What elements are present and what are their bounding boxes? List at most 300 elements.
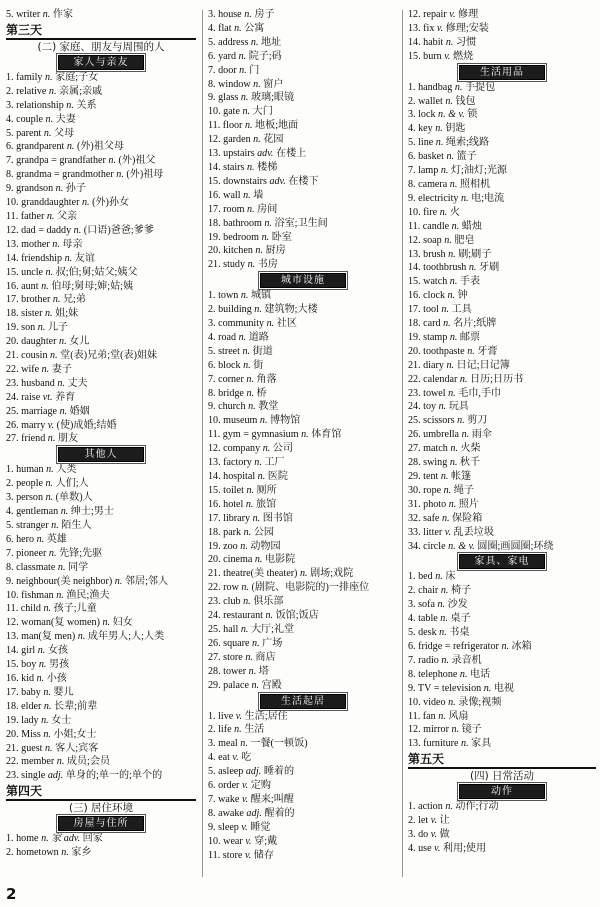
entry-meaning: 公寓 (244, 22, 265, 34)
entry-meaning: 孩子;儿童 (53, 603, 97, 615)
entry-word: daughter (21, 336, 57, 348)
entry-part-of-speech: n. (234, 22, 242, 34)
vocab-entry (6, 224, 196, 238)
entry-meaning: 图书馆 (262, 512, 293, 524)
entry-part-of-speech: n. (501, 640, 510, 652)
entry-part-of-speech: n. (247, 161, 255, 173)
entry-word: life (218, 724, 232, 736)
entry-part-of-speech: n. (245, 651, 253, 663)
entry-number: 8. (208, 387, 216, 399)
vocab-entry (408, 331, 596, 345)
entry-word: row (223, 582, 239, 594)
entry-part-of-speech: vt. (42, 391, 53, 403)
entry-number: 17. (208, 512, 221, 524)
entry-word: club (223, 596, 241, 608)
entry-number: 21. (408, 359, 421, 371)
entry-meaning: 肥皂 (454, 234, 475, 246)
entry-word: cinema (223, 554, 253, 566)
entry-meaning: 地址 (261, 36, 282, 48)
vocab-entry (208, 595, 398, 609)
entry-number: 16. (6, 672, 19, 684)
entry-word: people (16, 478, 44, 490)
entry-word: hometown (16, 847, 59, 859)
entry-number: 3. (408, 829, 416, 841)
entry-word: radio (418, 654, 439, 666)
entry-word: circle (423, 540, 446, 552)
entry-meaning: 电影院 (264, 554, 296, 566)
entry-part-of-speech: n. (446, 151, 455, 163)
entry-meaning: 人们;人 (55, 478, 89, 490)
vocab-entry (408, 400, 596, 414)
entry-meaning: 床 (445, 571, 456, 583)
entry-meaning: 俱乐部 (253, 596, 284, 608)
entry-word: home (16, 833, 39, 845)
entry-number: 14. (408, 36, 421, 48)
entry-word: match (423, 443, 448, 455)
entry-word: umbrella (423, 429, 460, 441)
entry-part-of-speech: n. (52, 294, 61, 306)
entry-meaning: 友谊 (74, 252, 95, 264)
entry-number: 3. (408, 109, 416, 121)
entry-part-of-speech: n. (254, 304, 262, 316)
vocab-entry (408, 164, 596, 178)
entry-number: 3. (6, 99, 14, 111)
vocab-entry (408, 800, 596, 814)
entry-number: 5. (208, 345, 216, 357)
entry-number: 2. (6, 85, 14, 97)
vocab-entry (208, 244, 398, 258)
vocab-entry (6, 700, 196, 714)
entry-part-of-speech: n. (246, 484, 255, 496)
entry-meaning: 让 (439, 815, 450, 827)
entry-meaning: 邮票 (459, 331, 481, 343)
vocab-entry (6, 391, 196, 405)
entry-meaning: 利用;使用 (442, 842, 487, 854)
entry-part-of-speech: n. (42, 9, 51, 20)
entry-meaning: 日记;日记簿 (456, 359, 510, 371)
entry-meaning: 乱丢垃圾 (453, 526, 494, 538)
vocab-entry (208, 161, 398, 175)
category-banner: 生活起居 (260, 694, 346, 709)
vocab-entry (6, 335, 196, 349)
entry-number: 6. (408, 151, 416, 163)
entry-meaning: 浴室;卫生间 (274, 217, 328, 229)
entry-part-of-speech: n. (440, 471, 449, 482)
vocab-entry (6, 140, 196, 154)
entry-part-of-speech: n. (108, 155, 116, 167)
vocab-entry (6, 616, 196, 630)
entry-word: table (418, 613, 438, 625)
entry-word: wear (223, 835, 243, 847)
vocab-entry (208, 317, 398, 331)
entry-part-of-speech: n. (450, 443, 458, 455)
entry-word: girl (21, 645, 36, 657)
entry-word: cousin (21, 350, 48, 362)
vocab-entry (208, 175, 398, 189)
vocab-entry (208, 751, 398, 765)
entry-number: 16. (208, 498, 221, 510)
entry-part-of-speech: n. (483, 682, 492, 694)
entry-meaning: 圆圈;画圆圈;环绕 (477, 540, 554, 552)
vocab-entry (6, 8, 196, 22)
entry-part-of-speech: adv. (269, 175, 286, 187)
vocab-entry (6, 714, 196, 728)
entry-part-of-speech: n. (440, 613, 448, 625)
entry-meaning: 储存 (253, 849, 274, 861)
entry-part-of-speech: n. (41, 363, 50, 375)
entry-word: eat (218, 752, 230, 764)
entry-word: upstairs (223, 148, 255, 160)
entry-part-of-speech: n. (43, 127, 52, 139)
entry-part-of-speech: n. (102, 617, 111, 629)
entry-part-of-speech: n. (253, 78, 261, 90)
vocab-entry (408, 814, 596, 828)
entry-number: 7. (408, 654, 416, 666)
entry-number: 6. (6, 141, 14, 153)
entry-part-of-speech: adv. (257, 148, 274, 160)
vocab-entry (208, 665, 398, 679)
entry-part-of-speech: n. (77, 631, 86, 643)
entry-number: 2. (6, 478, 14, 490)
category-banner: 其他人 (58, 447, 144, 462)
entry-part-of-speech: v. (430, 829, 437, 841)
entry-word: swing (423, 457, 448, 469)
entry-number: 11. (208, 429, 221, 441)
entry-part-of-speech: n. (48, 85, 57, 97)
entry-part-of-speech: n. (248, 665, 257, 677)
entry-meaning: 陌生人 (61, 520, 92, 531)
day-heading (6, 784, 196, 801)
vocab-entry (208, 540, 398, 554)
entry-meaning: 单身的;单一的;单个的 (65, 770, 163, 782)
entry-number: 34. (408, 540, 421, 552)
entry-word: store (223, 651, 243, 663)
entry-meaning: 剧场;戏院 (310, 568, 354, 580)
entry-part-of-speech: n. (440, 585, 449, 597)
entry-meaning: 回家 (82, 833, 103, 845)
entry-part-of-speech: n. (241, 582, 249, 594)
vocab-entry (208, 567, 398, 581)
vocab-entry (408, 303, 596, 317)
vocab-entry (408, 682, 596, 696)
entry-number: 2. (6, 847, 14, 859)
entry-meaning: 毛巾,手巾 (458, 387, 502, 399)
entry-word: door (218, 64, 237, 76)
entry-number: 28. (208, 665, 221, 677)
entry-number: 1. (6, 464, 14, 476)
entry-part-of-speech: n. (36, 672, 45, 684)
entry-word: woman(复 women) (21, 617, 100, 629)
entry-part-of-speech: v. (434, 842, 441, 854)
entry-number: 4. (6, 506, 14, 518)
entry-meaning: 人类 (56, 464, 77, 476)
vocab-entry (6, 405, 196, 419)
entry-meaning: 蜡烛 (461, 220, 482, 232)
entry-part-of-speech: n. (262, 443, 271, 455)
vocab-entry (6, 463, 196, 477)
entry-part-of-speech: n. (240, 623, 249, 635)
entry-word: parent (16, 127, 42, 139)
entry-part-of-speech: n. (448, 498, 457, 510)
entry-number: 7. (6, 547, 14, 559)
vocab-entry (208, 50, 398, 64)
entry-number: 13. (408, 22, 421, 34)
entry-number: 2. (408, 585, 416, 597)
entry-number: 17. (208, 203, 221, 215)
entry-number: 7. (208, 373, 216, 385)
entry-meaning: 书房 (257, 259, 278, 271)
entry-part-of-speech: n. (445, 36, 454, 48)
entry-word: wake (218, 793, 240, 805)
entry-meaning: 照片 (458, 498, 479, 510)
entry-word: toilet (223, 484, 244, 496)
entry-part-of-speech: n. (445, 95, 453, 107)
entry-word: factory (223, 457, 252, 469)
entry-word: soap (423, 234, 442, 246)
entry-part-of-speech: n. (66, 141, 75, 153)
entry-word: couple (16, 113, 44, 125)
entry-part-of-speech: n. (447, 290, 456, 302)
entry-meaning: 公园 (253, 526, 274, 538)
entry-number: 29. (208, 679, 221, 691)
entry-meaning: 刷;刷子 (458, 248, 492, 260)
entry-meaning: 女孩 (47, 645, 69, 657)
section-title: (二) 家庭、朋友与周围的人 (37, 40, 165, 53)
entry-part-of-speech: n. (444, 234, 452, 246)
entry-word: desk (418, 627, 437, 639)
entry-part-of-speech: v. (444, 50, 451, 62)
vocab-entry (6, 505, 196, 519)
entry-part-of-speech: n. (254, 554, 263, 566)
entry-number: 1. (6, 833, 14, 845)
entry-meaning: 叔;伯;舅;姑父;姨父 (55, 266, 138, 278)
entry-part-of-speech: n. (454, 81, 463, 93)
entry-number: 1. (208, 290, 216, 302)
entry-part-of-speech: n. (73, 224, 82, 236)
entry-word: hero (16, 533, 35, 545)
entry-part-of-speech: n. (439, 627, 447, 639)
entry-part-of-speech: n. (38, 659, 47, 671)
entry-number: 7. (408, 165, 416, 177)
entry-meaning: (口语)爸爸;爹爹 (83, 224, 154, 236)
section-title: (三) 居住环境 (68, 802, 134, 815)
entry-meaning: 婚姻 (69, 405, 90, 417)
entry-number: 1. (408, 801, 416, 813)
vocab-entry (208, 400, 398, 414)
entry-part-of-speech: n. (55, 183, 64, 195)
vocab-entry (408, 220, 596, 234)
entry-number: 10. (6, 589, 19, 601)
entry-word: corner (218, 373, 244, 385)
entry-number: 19. (6, 714, 19, 726)
entry-meaning: 灯;油灯;光源 (450, 165, 508, 177)
column-2 (208, 8, 398, 877)
entry-number: 23. (408, 387, 421, 399)
entry-meaning: (外)孙女 (92, 197, 130, 209)
category-banner: 房屋与住所 (58, 816, 144, 831)
entry-meaning: 花园 (263, 134, 284, 146)
entry-word: toothbrush (423, 262, 467, 274)
section-title: (四) 日常活动 (469, 770, 535, 783)
entry-meaning: 公司 (272, 443, 293, 455)
entry-number: 15. (208, 175, 221, 187)
entry-word: hospital (223, 471, 256, 482)
entry-word: block (218, 359, 241, 371)
vocab-entry (208, 779, 398, 793)
entry-word: square (223, 637, 250, 649)
entry-part-of-speech: n. (266, 318, 275, 330)
entry-word: zoo (223, 540, 238, 552)
entry-part-of-speech: n. (64, 252, 73, 264)
entry-number: 7. (208, 793, 216, 805)
entry-meaning: 作家 (52, 9, 74, 20)
vocab-entry (6, 728, 196, 742)
entry-word: watch (423, 276, 448, 288)
entry-word: town (218, 290, 239, 302)
entry-meaning: 家具 (471, 738, 492, 750)
entry-part-of-speech: n. (438, 710, 446, 722)
vocab-entry (208, 581, 398, 595)
entry-part-of-speech: n. (449, 331, 458, 343)
vocab-entry (208, 623, 398, 637)
entry-word: friend (21, 433, 46, 445)
entry-word: diary (423, 359, 444, 371)
entry-meaning: 家乡 (71, 847, 92, 859)
entry-number: 23. (6, 377, 19, 389)
entry-meaning: 渔民;渔夫 (66, 589, 110, 601)
entry-meaning: 钟 (457, 290, 468, 302)
entry-word: single (21, 770, 46, 782)
column-divider (202, 10, 203, 877)
vocab-entry (408, 512, 596, 526)
vocab-entry (208, 345, 398, 359)
entry-word: mirror (423, 724, 449, 736)
entry-part-of-speech: n. (459, 373, 468, 385)
entry-word: child (20, 603, 41, 615)
entry-number: 2. (408, 815, 416, 827)
vocab-entry (408, 484, 596, 498)
entry-part-of-speech: n. (234, 724, 242, 736)
vocab-entry (208, 289, 398, 303)
category-banner: 家人与亲友 (58, 55, 144, 70)
entry-part-of-speech: n. (441, 304, 449, 316)
entry-word: asleep (218, 766, 244, 778)
entry-number: 11. (208, 849, 221, 861)
entry-meaning: 街 (253, 359, 264, 371)
entry-word: aunt (21, 280, 39, 292)
entry-meaning: 生活;居住 (244, 710, 288, 722)
entry-part-of-speech: n. (247, 203, 255, 215)
entry-number: 7. (208, 64, 216, 76)
vocab-entry (6, 321, 196, 335)
entry-number: 13. (208, 457, 221, 469)
entry-word: son (21, 322, 36, 334)
entry-meaning: 养育 (55, 391, 76, 403)
entry-part-of-speech: n. (449, 276, 458, 288)
entry-word: friendship (21, 252, 63, 264)
entry-meaning: 电话 (470, 668, 491, 680)
vocab-entry (6, 575, 196, 589)
entry-meaning: 穿;戴 (254, 835, 278, 847)
entry-part-of-speech: v. (235, 710, 243, 722)
entry-word: sleep (218, 821, 239, 833)
vocab-entry (408, 373, 596, 387)
entry-meaning: 院子;码 (248, 50, 282, 62)
entry-number: 4. (208, 752, 216, 764)
entry-meaning: 牙刷 (478, 262, 500, 274)
entry-number: 8. (6, 561, 14, 573)
entry-word: camera (418, 178, 448, 190)
entry-word: mother (21, 238, 50, 250)
entry-meaning: 妇女 (112, 617, 133, 629)
entry-word: marriage (21, 405, 58, 417)
entry-part-of-speech: n. & v. (438, 109, 465, 121)
entry-meaning: 英雄 (46, 533, 67, 545)
vocab-entry (408, 842, 596, 856)
entry-number: 31. (408, 498, 421, 510)
entry-part-of-speech: n. (45, 113, 54, 125)
entry-meaning: (使)成婚;结婚 (56, 419, 117, 431)
entry-word: raise (21, 391, 41, 403)
entry-meaning: 名片;纸牌 (453, 318, 497, 330)
entry-number: 5. (208, 766, 216, 778)
vocab-entry (6, 630, 196, 644)
entry-word: gate (223, 106, 240, 118)
entry-meaning: 书桌 (449, 627, 470, 639)
vocab-entry (208, 64, 398, 78)
entry-number: 11. (208, 120, 221, 132)
entry-word: meal (218, 738, 238, 750)
entry-number: 2. (208, 304, 216, 316)
entry-meaning: 绳索;线路 (445, 137, 490, 149)
entry-meaning: 邻居;邻人 (124, 575, 169, 587)
entry-part-of-speech: n. (457, 415, 465, 427)
vocab-entry (6, 686, 196, 700)
entry-word: theatre(美 theater) (223, 568, 298, 580)
entry-meaning: 电视 (493, 682, 515, 694)
entry-meaning: 厨房 (265, 245, 286, 257)
vocab-entry (408, 317, 596, 331)
vocab-entry (408, 95, 596, 109)
entry-meaning: 博物馆 (270, 415, 301, 427)
vocab-entry (408, 50, 596, 64)
entry-part-of-speech: n. (448, 696, 456, 708)
vocab-entry (208, 91, 398, 105)
entry-part-of-speech: n. (461, 192, 469, 204)
vocab-entry (208, 105, 398, 119)
entry-word: live (218, 710, 234, 722)
entry-number: 16. (208, 189, 221, 201)
vocab-entry (408, 261, 596, 275)
entry-number: 30. (408, 484, 421, 496)
entry-meaning: 女儿 (69, 336, 90, 348)
entry-word: uncle (21, 266, 44, 278)
entry-part-of-speech: n. (439, 206, 448, 218)
entry-meaning: 火 (449, 206, 460, 218)
entry-word: man(复 men) (21, 631, 76, 643)
vocab-entry (208, 456, 398, 470)
entry-part-of-speech: n. (246, 387, 255, 399)
entry-part-of-speech: n. (441, 512, 450, 524)
entry-meaning: 睡觉 (250, 821, 271, 833)
day-title: 第三天 (6, 23, 46, 37)
entry-number: 4. (208, 22, 216, 34)
entry-part-of-speech: n. (443, 484, 452, 496)
entry-number: 4. (6, 113, 14, 125)
entry-number: 8. (208, 78, 216, 90)
entry-part-of-speech: n. (435, 137, 444, 149)
entry-meaning: 风扇 (448, 710, 469, 722)
